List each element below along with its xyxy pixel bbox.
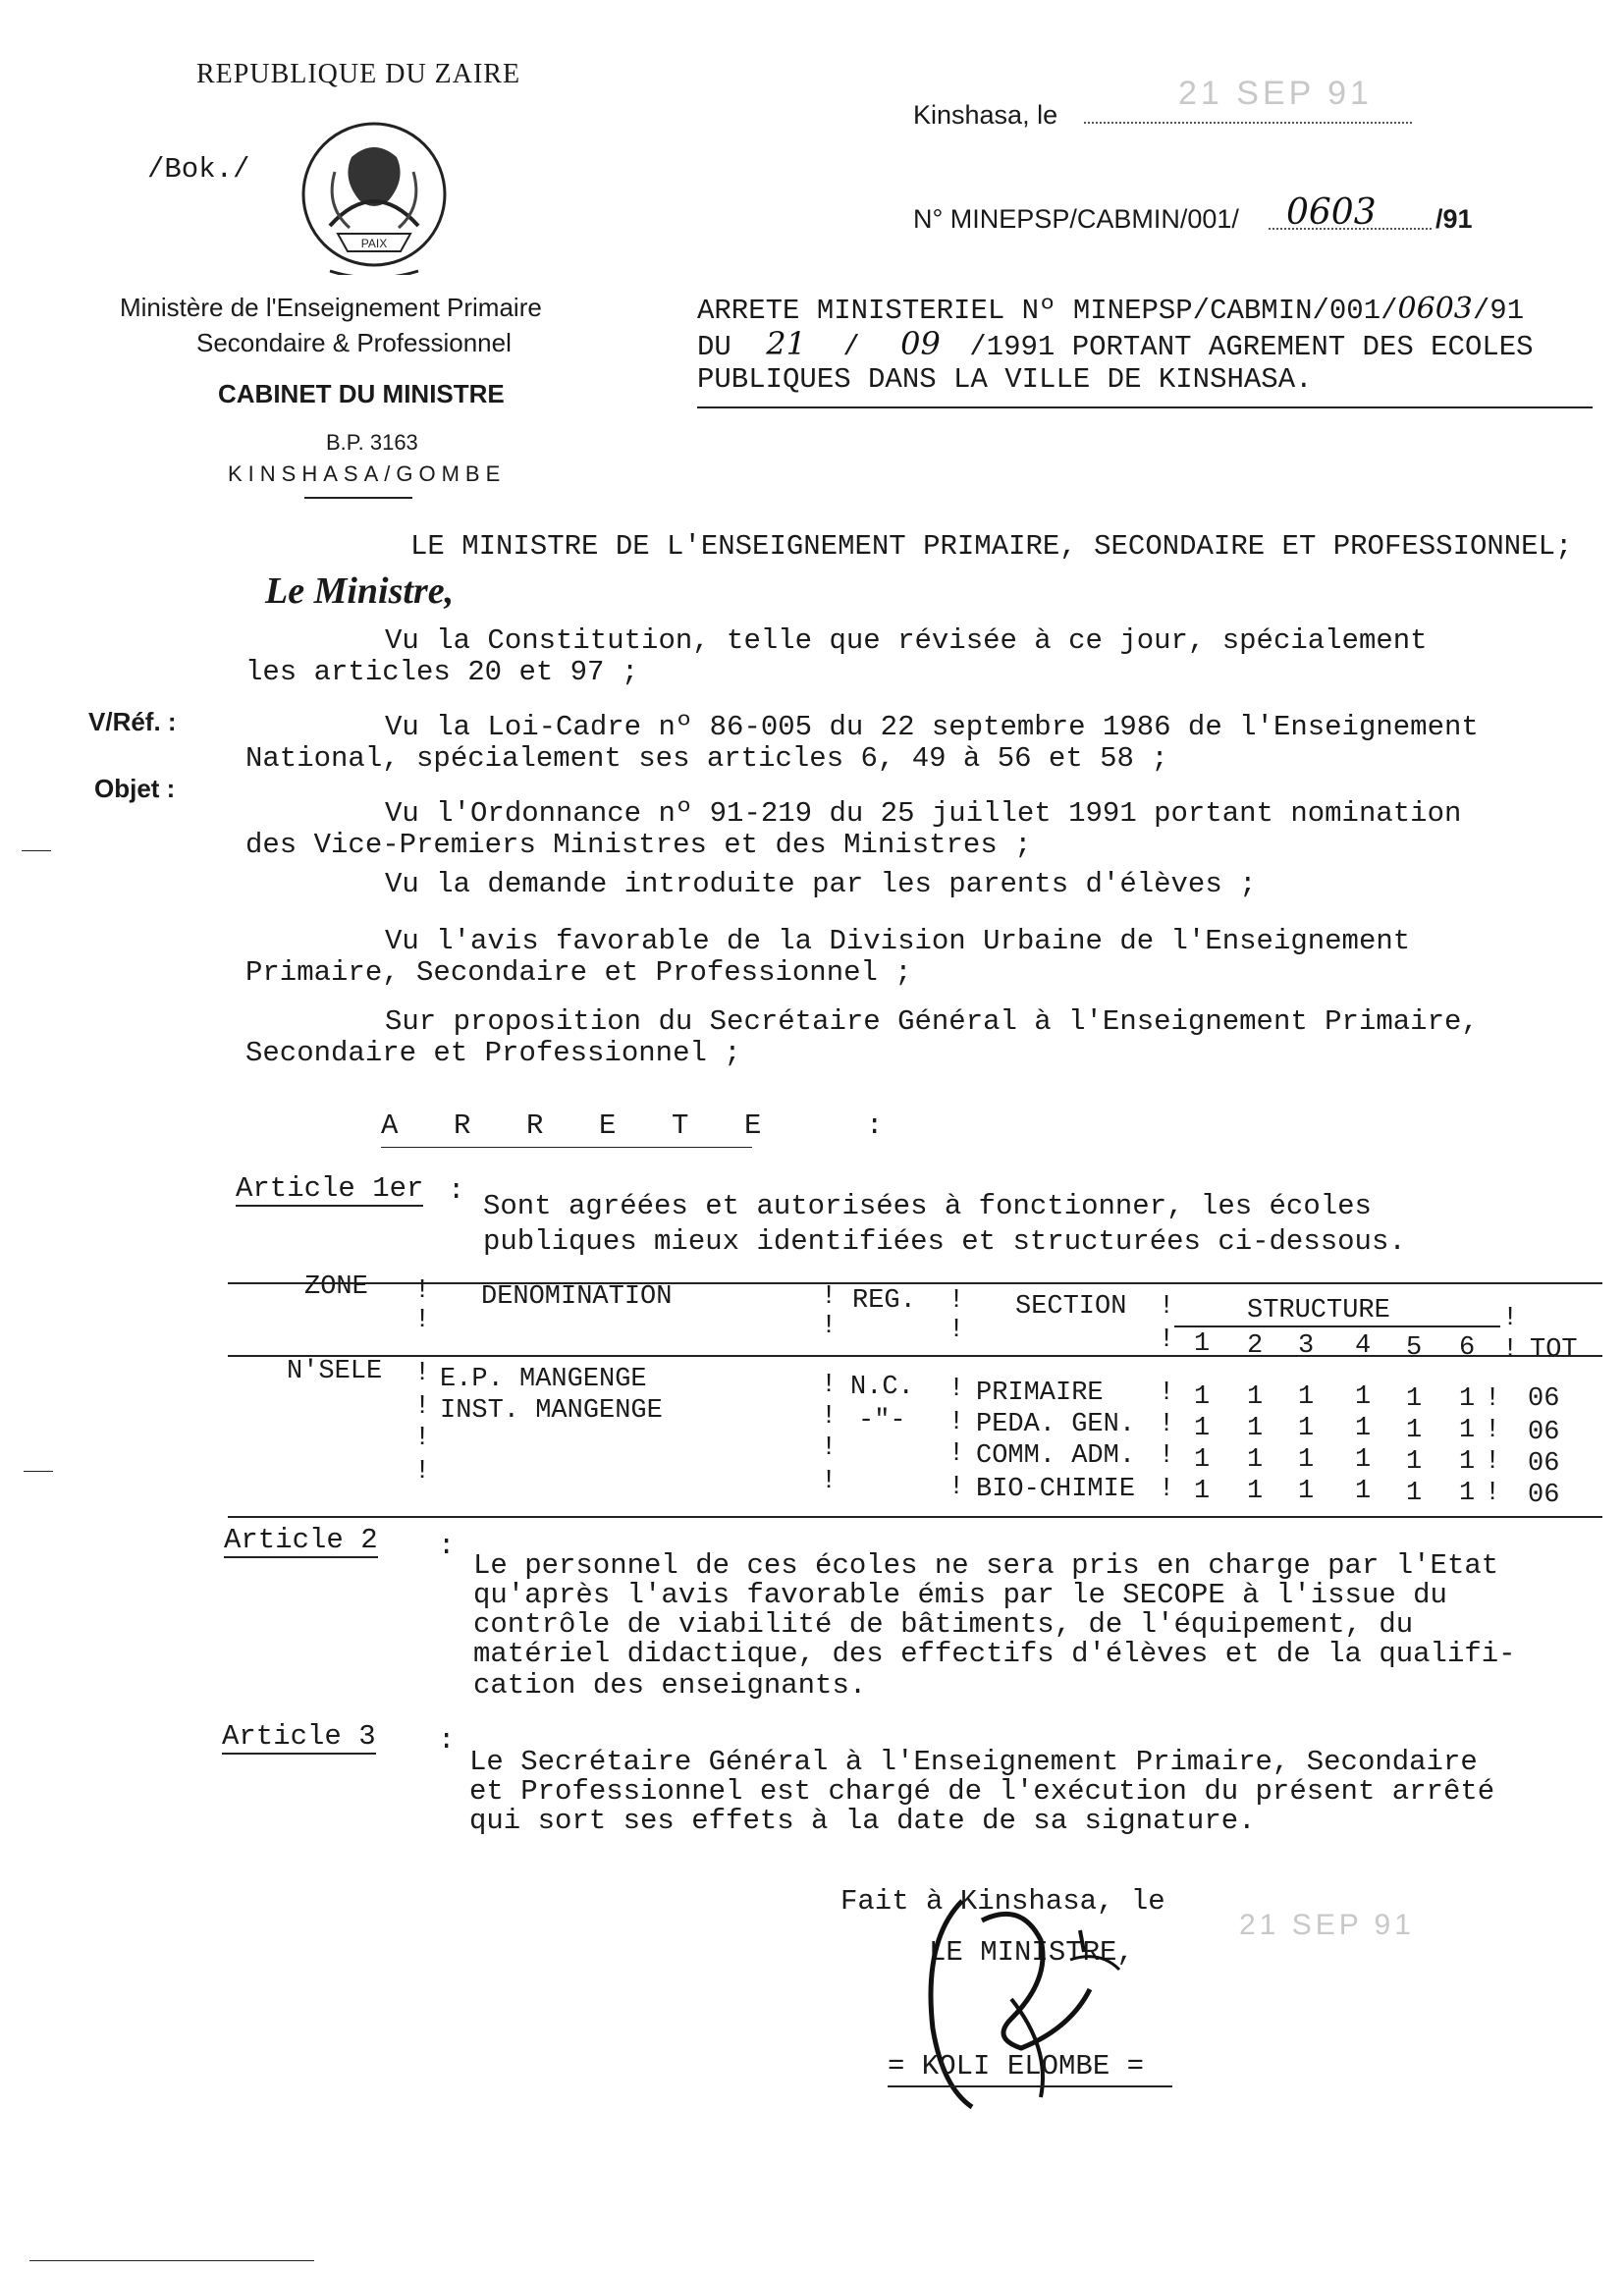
- ministry-line-1: Ministère de l'Enseignement Primaire: [120, 293, 542, 322]
- subject-slash: /: [842, 331, 860, 363]
- vu4: Vu la demande introduite par les parents d'élèves ;: [385, 868, 1257, 900]
- national-emblem-icon: [291, 118, 458, 275]
- number-label: N° MINEPSP/CABMIN/001/: [913, 204, 1239, 234]
- cell-denomination: INST. MANGENGE: [440, 1396, 663, 1426]
- vu5-line1: Vu l'avis favorable de la Division Urbaine de l'Enseignement: [385, 925, 1411, 957]
- th-denomination: DENOMINATION: [481, 1282, 673, 1312]
- arrete-heading: A R R E T E :: [381, 1109, 884, 1142]
- vu1-line2: les articles 20 et 97 ;: [245, 656, 639, 688]
- city-line: KINSHASA/GOMBE: [228, 461, 507, 486]
- article2-line1: Le personnel de ces écoles ne sera pris en charge par l'Etat: [473, 1549, 1499, 1582]
- number-handwritten: 0603: [1286, 192, 1377, 233]
- margin-vref: V/Réf. :: [88, 707, 177, 736]
- cell-denomination: E.P. MANGENGE: [440, 1365, 647, 1394]
- minister-title: LE MINISTRE DE L'ENSEIGNEMENT PRIMAIRE, SECONDAIRE ET PROFESSIONNEL;: [410, 530, 1573, 563]
- article2-line3: contrôle de viabilité de bâtiments, de l'équipement, du: [473, 1608, 1414, 1641]
- article3-line3: qui sort ses effets à la date de sa signature.: [469, 1805, 1256, 1837]
- vu3-line2: des Vice-Premiers Ministres et des Ministres ;: [245, 829, 1032, 861]
- handwritten-signature-icon: [903, 1881, 1159, 2137]
- subject-line1-suffix: /91: [1472, 295, 1525, 327]
- cell-tot: 06: [1528, 1481, 1560, 1510]
- margin-objet: Objet :: [94, 774, 176, 803]
- article1-label: Article 1er: [236, 1172, 424, 1205]
- vu3-line1: Vu l'Ordonnance nº 91-219 du 25 juillet 1991 portant nomination: [385, 797, 1462, 830]
- subject-number-handwritten: 0603: [1397, 292, 1473, 326]
- cell-zone: N'SELE: [287, 1357, 383, 1386]
- article3-sep: :: [438, 1724, 456, 1757]
- cell-section: COMM. ADM.: [976, 1441, 1136, 1471]
- th-section: SECTION: [1015, 1292, 1127, 1322]
- sur-proposition-line2: Secondaire et Professionnel ;: [245, 1037, 741, 1069]
- th-level-6: 6: [1459, 1333, 1476, 1363]
- article3-label: Article 3: [222, 1720, 376, 1753]
- cell-section: PRIMAIRE: [976, 1379, 1104, 1408]
- signatory-title: LE MINISTRE,: [929, 1936, 1134, 1969]
- svg-text:PAIX: PAIX: [360, 237, 388, 250]
- article2-sep: :: [438, 1530, 456, 1562]
- th-level-2: 2: [1247, 1331, 1264, 1361]
- cell-section: BIO-CHIMIE: [976, 1475, 1136, 1504]
- article3-line1: Le Secrétaire Général à l'Enseignement Primaire, Secondaire: [469, 1746, 1478, 1778]
- th-level-1: 1: [1194, 1329, 1211, 1359]
- vu2-line2: National, spécialement ses articles 6, 49 à 56 et 58 ;: [245, 742, 1168, 775]
- signatory-name: = KOLI ELOMBE =: [888, 2050, 1145, 2083]
- subject-line3: PUBLIQUES DANS LA VILLE DE KINSHASA.: [697, 363, 1313, 396]
- cell-tot: 06: [1528, 1384, 1560, 1414]
- republic-title: REPUBLIQUE DU ZAIRE: [196, 59, 521, 89]
- vu5-line2: Primaire, Secondaire et Professionnel ;: [245, 956, 912, 989]
- th-level-5: 5: [1406, 1333, 1423, 1363]
- th-zone: ZONE: [304, 1272, 368, 1302]
- th-level-3: 3: [1298, 1331, 1315, 1361]
- cell-tot: 06: [1528, 1449, 1560, 1479]
- postal-box: B.P. 3163: [326, 430, 418, 455]
- article1-sep: :: [448, 1174, 465, 1207]
- cell-section: PEDA. GEN.: [976, 1410, 1136, 1439]
- subject-day: 21: [766, 325, 806, 362]
- signature-date-stamp: 21 SEP 91: [1239, 1909, 1415, 1941]
- number-suffix: /91: [1435, 204, 1473, 234]
- fait-a: Fait à Kinshasa, le: [840, 1885, 1165, 1918]
- article2-label: Article 2: [224, 1524, 378, 1556]
- subject-month: 09: [900, 325, 941, 362]
- th-structure: STRUCTURE: [1247, 1296, 1390, 1325]
- cell-reg: -"-: [858, 1406, 906, 1435]
- reference-mark: /Bok./: [147, 153, 250, 186]
- vu1-line1: Vu la Constitution, telle que révisée à ce jour, spécialement: [385, 624, 1428, 657]
- article1-line1: Sont agréées et autorisées à fonctionner, les écoles: [483, 1190, 1372, 1222]
- le-ministre: Le Ministre,: [265, 570, 455, 612]
- subject-line2-rest: /1991 PORTANT AGREMENT DES ECOLES: [969, 331, 1534, 363]
- article3-line2: et Professionnel est chargé de l'exécution du présent arrêté: [469, 1775, 1495, 1808]
- article2-line5: cation des enseignants.: [473, 1669, 867, 1702]
- cell-reg: N.C.: [850, 1373, 914, 1402]
- place-label: Kinshasa, le: [913, 100, 1058, 130]
- article2-line2: qu'après l'avis favorable émis par le SECOPE à l'issue du: [473, 1579, 1447, 1611]
- vu2-line1: Vu la Loi-Cadre nº 86-005 du 22 septembre 1986 de l'Enseignement: [385, 711, 1479, 743]
- article1-line2: publiques mieux identifiées et structurées ci-dessous.: [483, 1225, 1406, 1258]
- ministry-line-2: Secondaire & Professionnel: [196, 328, 512, 357]
- th-reg: REG.: [852, 1286, 916, 1316]
- cell-tot: 06: [1528, 1418, 1560, 1447]
- th-tot: TOT: [1530, 1335, 1578, 1365]
- subject-du: DU: [697, 331, 731, 363]
- article2-line4: matériel didactique, des effectifs d'élèves et de la qualifi-: [473, 1638, 1516, 1670]
- cabinet-title: CABINET DU MINISTRE: [218, 379, 505, 408]
- sur-proposition-line1: Sur proposition du Secrétaire Général à l'Enseignement Primaire,: [385, 1005, 1479, 1038]
- place-date-stamp: 21 SEP 91: [1178, 75, 1373, 112]
- th-level-4: 4: [1355, 1331, 1372, 1361]
- subject-line1-prefix: ARRETE MINISTERIEL Nº MINEPSP/CABMIN/001/: [697, 295, 1398, 327]
